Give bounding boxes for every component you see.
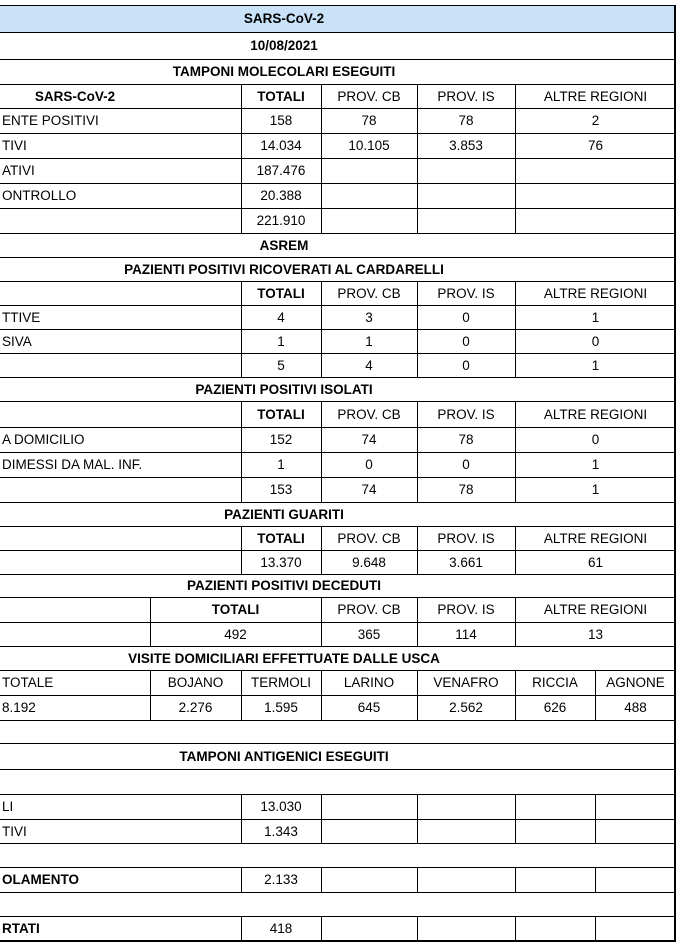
grid-line [150, 670, 151, 720]
cell: 14.034 [260, 138, 302, 153]
grid-line [0, 794, 676, 795]
row-label: RTATI [2, 921, 40, 936]
table-row [0, 133, 676, 158]
cell: 418 [269, 921, 293, 936]
table-row [0, 108, 676, 133]
header-cell: RICCIA [532, 675, 578, 690]
visite-header-row [0, 670, 676, 695]
table-row [0, 695, 676, 720]
grid-line [515, 916, 516, 942]
header-cell: VENAFRO [433, 675, 499, 690]
cell: 153 [269, 482, 293, 497]
grid-line [0, 526, 676, 527]
cell: 0 [591, 432, 600, 447]
row-label: ONTROLLO [2, 188, 77, 203]
header-cell: TOTALI [257, 406, 305, 422]
cell: 152 [269, 432, 293, 447]
header-cell: AGNONE [606, 675, 665, 690]
cell: 0 [462, 357, 470, 373]
cell: 492 [224, 626, 247, 642]
header-cell: PROV. IS [437, 88, 495, 104]
header-cell: PROV. IS [437, 530, 495, 546]
molecolari-title: TAMPONI MOLECOLARI ESEGUITI [172, 64, 396, 79]
section-title-row [0, 377, 676, 401]
grid-line [0, 940, 676, 942]
grid-line [0, 843, 676, 844]
table-row [0, 794, 676, 819]
grid-line [417, 281, 418, 377]
grid-line [321, 794, 322, 843]
row-label: TTIVE [2, 309, 41, 325]
grid-line [0, 597, 676, 598]
row-label: DIMESSI DA MAL. INF. [2, 457, 143, 472]
header-cell: TOTALI [257, 285, 305, 301]
ricoverati-header-row [0, 281, 676, 305]
table-row [0, 819, 676, 843]
cell: 1 [277, 457, 285, 472]
grid-line [321, 84, 322, 233]
grid-line [0, 550, 676, 551]
grid-line [241, 526, 242, 574]
header-cell: TOTALI [257, 88, 305, 104]
grid-line [0, 452, 676, 453]
cell: 9.648 [352, 554, 386, 570]
cell: 74 [361, 482, 377, 497]
grid-line [0, 646, 676, 647]
deceduti-title: PAZIENTI POSITIVI DECEDUTI [186, 578, 382, 593]
cell: 78 [458, 482, 474, 497]
cell: 10.105 [348, 138, 390, 153]
cell: 0 [591, 333, 600, 349]
grid-line [0, 84, 676, 85]
table-row [0, 427, 676, 452]
grid-line [0, 377, 676, 378]
cell: 1 [591, 457, 600, 472]
grid-line [321, 670, 322, 720]
cell: 365 [357, 626, 381, 642]
table-row [0, 622, 676, 646]
grid-line [515, 670, 516, 720]
header-cell: BOJANO [167, 675, 224, 690]
cell: 20.388 [260, 188, 302, 203]
cell: 78 [458, 432, 474, 447]
table-row [0, 550, 676, 574]
grid-line [0, 916, 676, 917]
header-cell: ALTRE REGIONI [543, 602, 648, 617]
cell: 2.276 [178, 700, 213, 715]
table-row [0, 208, 676, 233]
header-cell: TERMOLI [250, 675, 311, 690]
grid-line [0, 574, 676, 575]
section-title-row [0, 502, 676, 526]
grid-line [417, 84, 418, 233]
cell: 187.476 [256, 163, 306, 178]
isolati-header-row [0, 401, 676, 427]
grid-line [417, 794, 418, 843]
header-cell: PROV. CB [337, 406, 401, 422]
header-cell: PROV. CB [337, 530, 401, 546]
grid-line [0, 329, 676, 330]
grid-line [515, 794, 516, 843]
grid-line [321, 526, 322, 574]
grid-line [0, 622, 676, 623]
cell: 645 [357, 700, 381, 715]
section-title-row [0, 59, 676, 84]
row-label: TIVI [2, 823, 27, 839]
cell: 0 [365, 457, 373, 472]
header-cell: PROV. IS [437, 285, 495, 301]
cell: 76 [587, 138, 604, 153]
grid-line [241, 794, 242, 843]
cell: 5 [277, 357, 285, 373]
grid-line [0, 720, 676, 721]
table-row [0, 158, 676, 183]
cell: 13.030 [260, 799, 302, 814]
header-cell: ALTRE REGIONI [543, 88, 648, 104]
grid-line [0, 695, 676, 696]
asrem-row [0, 233, 676, 257]
header-cell: PROV. CB [337, 285, 401, 301]
grid-line [321, 597, 322, 646]
deceduti-header-row [0, 597, 676, 622]
grid-line [0, 427, 676, 428]
grid-line [241, 84, 242, 233]
header-cell: ALTRE REGIONI [543, 530, 648, 546]
grid-line [241, 867, 242, 892]
cell: 1.343 [264, 823, 298, 839]
header-cell: TOTALI [211, 602, 260, 617]
row-label: SIVA [2, 333, 32, 349]
row-label: TIVI [2, 138, 27, 153]
grid-line [515, 526, 516, 574]
grid-line [321, 916, 322, 942]
cell: 8.192 [2, 700, 36, 715]
grid-line [417, 916, 418, 942]
cell: 1 [365, 333, 373, 349]
grid-line [0, 477, 676, 478]
cell: 0 [462, 457, 470, 472]
grid-line [0, 5, 676, 6]
grid-line [674, 5, 675, 942]
grid-line [0, 769, 676, 770]
row-label: LI [2, 799, 14, 814]
cell: 626 [543, 700, 567, 715]
table-row [0, 867, 676, 892]
grid-line [0, 353, 676, 354]
grid-line [417, 670, 418, 720]
grid-line [0, 257, 676, 258]
antigenici-title: TAMPONI ANTIGENICI ESEGUITI [179, 748, 389, 764]
grid-line [0, 183, 676, 184]
table-row [0, 353, 676, 377]
grid-line [0, 401, 676, 402]
grid-line [0, 819, 676, 820]
molecolari-header-row [0, 84, 676, 108]
cell: 0 [462, 309, 470, 325]
header-cell: PROV. CB [337, 602, 401, 617]
header-cell: ALTRE REGIONI [543, 406, 648, 422]
grid-line [0, 281, 676, 282]
ricoverati-title: PAZIENTI POSITIVI RICOVERATI AL CARDARELLI [124, 261, 444, 277]
grid-line [0, 158, 676, 159]
table-row [0, 329, 676, 353]
row-label: ATIVI [2, 163, 35, 178]
cell: 1 [591, 357, 600, 373]
visite-title: VISITE DOMICILIARI EFFETTUATE DALLE USCA [128, 650, 440, 666]
cell: 3.661 [449, 554, 483, 570]
table-row [0, 916, 676, 941]
grid-line [321, 867, 322, 892]
grid-line [515, 867, 516, 892]
cell: 2.562 [449, 700, 483, 715]
grid-line [515, 401, 516, 502]
cell: 74 [361, 432, 377, 447]
cell: 1.595 [264, 700, 298, 715]
cell: 1 [591, 309, 600, 325]
section-title-row [0, 574, 676, 597]
cell: 78 [458, 113, 474, 128]
grid-line [515, 597, 516, 646]
cell: 1 [277, 333, 285, 349]
grid-line [595, 670, 596, 720]
grid-line [0, 867, 676, 868]
grid-line [417, 401, 418, 502]
row-label: ENTE POSITIVI [2, 113, 99, 128]
header-cell: SARS-CoV-2 [34, 88, 116, 104]
guariti-title: PAZIENTI GUARITI [224, 506, 344, 522]
grid-line [241, 401, 242, 502]
cell: 158 [269, 113, 293, 128]
table-row [0, 477, 676, 502]
header-cell: TOTALE [2, 675, 54, 690]
grid-line [321, 281, 322, 377]
grid-line [595, 916, 596, 942]
table-row [0, 305, 676, 329]
cell: 61 [587, 554, 604, 570]
grid-line [0, 233, 676, 234]
grid-line [417, 597, 418, 646]
cell: 2.133 [264, 872, 298, 887]
sheet-title: SARS-CoV-2 [243, 11, 325, 26]
grid-line [417, 867, 418, 892]
guariti-header-row [0, 526, 676, 550]
header-cell: TOTALI [257, 530, 305, 546]
cell: 13.370 [260, 554, 302, 570]
asrem-label: ASREM [259, 237, 309, 253]
grid-line [0, 892, 676, 893]
cell: 114 [455, 626, 477, 642]
section-title-row [0, 257, 676, 281]
cell: 0 [462, 333, 470, 349]
date-row [0, 32, 676, 59]
grid-line [241, 281, 242, 377]
isolati-title: PAZIENTI POSITIVI ISOLATI [195, 381, 373, 397]
row-label: OLAMENTO [2, 872, 79, 887]
grid-line [595, 867, 596, 892]
row-label: A DOMICILIO [2, 432, 85, 447]
cell: 221.910 [256, 213, 306, 228]
grid-line [0, 670, 676, 671]
sheet-title-row [0, 5, 676, 32]
grid-line [0, 208, 676, 209]
cell: 488 [624, 700, 647, 715]
table-row [0, 452, 676, 477]
header-cell: PROV. CB [337, 88, 401, 104]
grid-line [241, 670, 242, 720]
table-row [0, 183, 676, 208]
grid-line [515, 281, 516, 377]
cell: 78 [361, 113, 377, 128]
header-cell: LARINO [343, 675, 395, 690]
grid-line [0, 133, 676, 134]
cell: 4 [277, 309, 285, 325]
cell: 3 [365, 309, 373, 325]
cell: 2 [591, 113, 600, 128]
grid-line [321, 401, 322, 502]
cell: 13 [587, 626, 604, 642]
cell: 4 [365, 357, 373, 373]
grid-line [0, 305, 676, 306]
grid-line [0, 32, 676, 33]
grid-line [241, 916, 242, 942]
grid-line [150, 597, 151, 646]
header-cell: PROV. IS [437, 602, 495, 617]
grid-line [417, 526, 418, 574]
grid-line [0, 743, 676, 744]
grid-line [0, 108, 676, 109]
section-title-row [0, 743, 676, 769]
grid-line [515, 84, 516, 233]
cell: 1 [591, 482, 600, 497]
report-date: 10/08/2021 [250, 38, 318, 53]
cell: 3.853 [449, 138, 483, 153]
grid-line [0, 59, 676, 60]
grid-line [0, 502, 676, 503]
grid-line [595, 794, 596, 843]
header-cell: ALTRE REGIONI [543, 285, 648, 301]
section-title-row [0, 646, 676, 670]
header-cell: PROV. IS [437, 406, 495, 422]
